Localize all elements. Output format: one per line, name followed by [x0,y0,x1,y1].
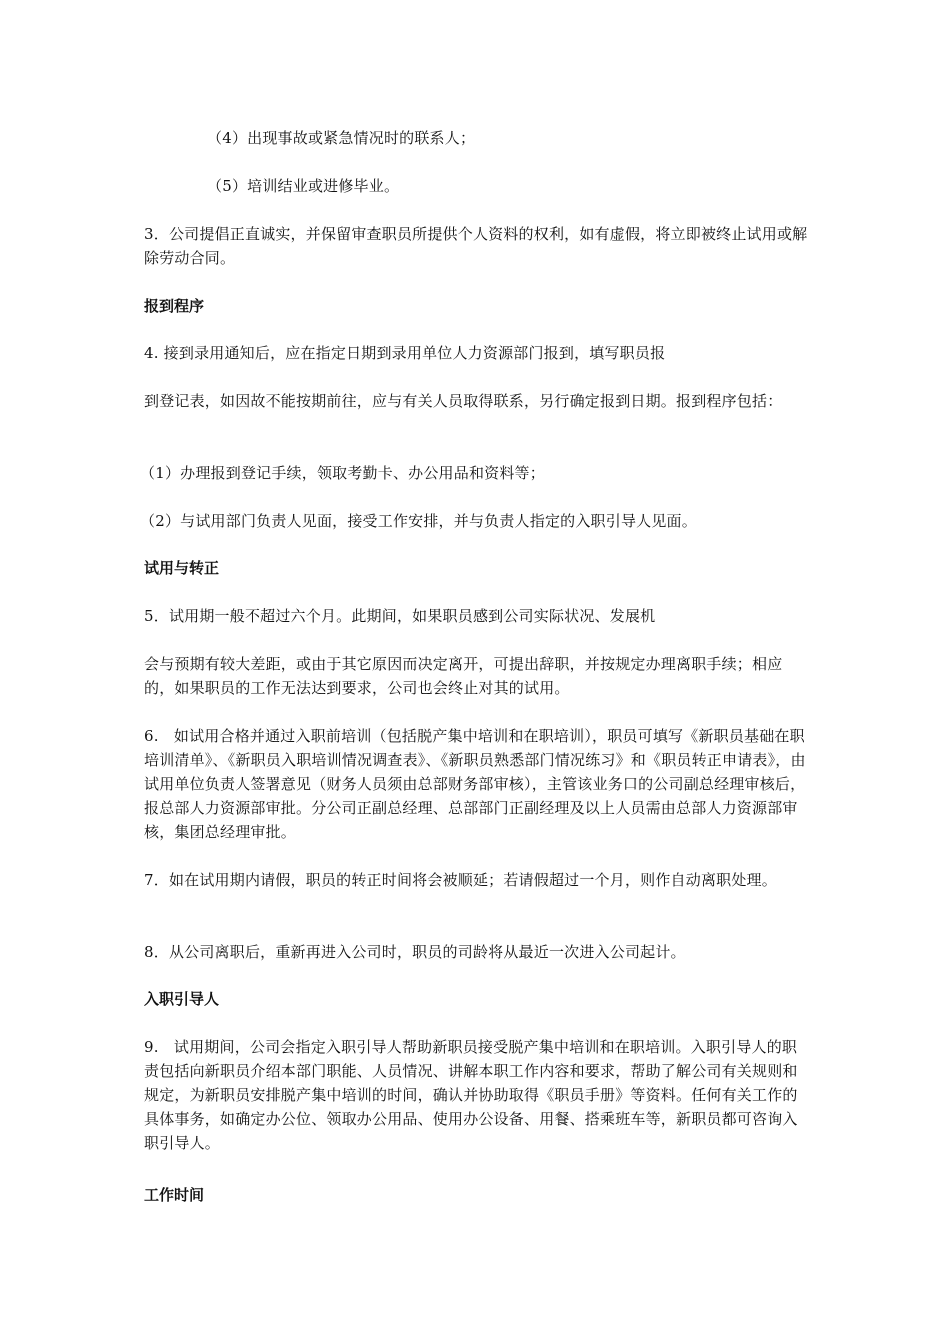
list-item-1-registration: （1）办理报到登记手续，领取考勤卡、办公用品和资料等； [140,464,545,482]
paragraph-6-confirmation: 6. 如试用合格并通过入职前培训（包括脱产集中培训和在职培训），职员可填写《新职员基础在职培训清单》、《新职员入职培训情况调查表》、《新职员熟悉部门情况练习》和《职员转正申请表》，由试用单位负责人签署意见（财务人员须由总部财务部审核），主管该业务口的公司副总经理审核后，报总部人力资源部审批。分公司正副总经理、总部部门正副经理及以上人员需由总部人力资源部审核，集团总经理审批。 [144,727,806,841]
list-item-2-meet-supervisor: （2）与试用部门负责人见面，接受工作安排，并与负责人指定的入职引导人见面。 [140,512,697,530]
section-heading-trial-and-confirmation: 试用与转正 [144,559,220,577]
paragraph-7-leave: 7．如在试用期内请假，职员的转正时间将会被顺延；若请假超过一个月，则作自动离职处理。 [144,871,777,889]
section-heading-report-procedure: 报到程序 [144,297,205,315]
list-item-5-training-completion: （5）培训结业或进修毕业。 [207,177,400,195]
paragraph-5-trial-start: 5．试用期一般不超过六个月。此期间，如果职员感到公司实际状况、发展机 [144,607,656,625]
paragraph-4-report-continued: 到登记表，如因故不能按期前往，应与有关人员取得联系，另行确定报到日期。报到程序包括： [144,392,783,410]
section-heading-working-hours: 工作时间 [144,1186,205,1204]
section-heading-onboarding-guide: 入职引导人 [144,990,220,1008]
paragraph-4-report-start: 4. 接到录用通知后，应在指定日期到录用单位人力资源部门报到，填写职员报 [144,344,666,362]
paragraph-8-seniority: 8．从公司离职后，重新再进入公司时，职员的司龄将从最近一次进入公司起计。 [144,943,686,961]
list-item-4-emergency-contact: （4）出现事故或紧急情况时的联系人； [207,129,476,147]
paragraph-3-honesty: 3．公司提倡正直诚实，并保留审查职员所提供个人资料的权利，如有虚假，将立即被终止试用或解除劳动合同。 [144,225,808,267]
paragraph-9-onboarding-guide: 9. 试用期间，公司会指定入职引导人帮助新职员接受脱产集中培训和在职培训。入职引导人的职责包括向新职员介绍本部门职能、人员情况、讲解本职工作内容和要求，帮助了解公司有关规则和规定，为新职员安排脱产集中培训的时间，确认并协助取得《职员手册》等资料。任何有关工作的具体事务，如确定办公位、领取办公用品、使用办公设备、用餐、搭乘班车等，新职员都可咨询入职引导人。 [144,1038,798,1152]
paragraph-5-trial-continued: 会与预期有较大差距，或由于其它原因而决定离开，可提出辞职，并按规定办理离职手续；相应的，如果职员的工作无法达到要求，公司也会终止对其的试用。 [144,655,783,697]
